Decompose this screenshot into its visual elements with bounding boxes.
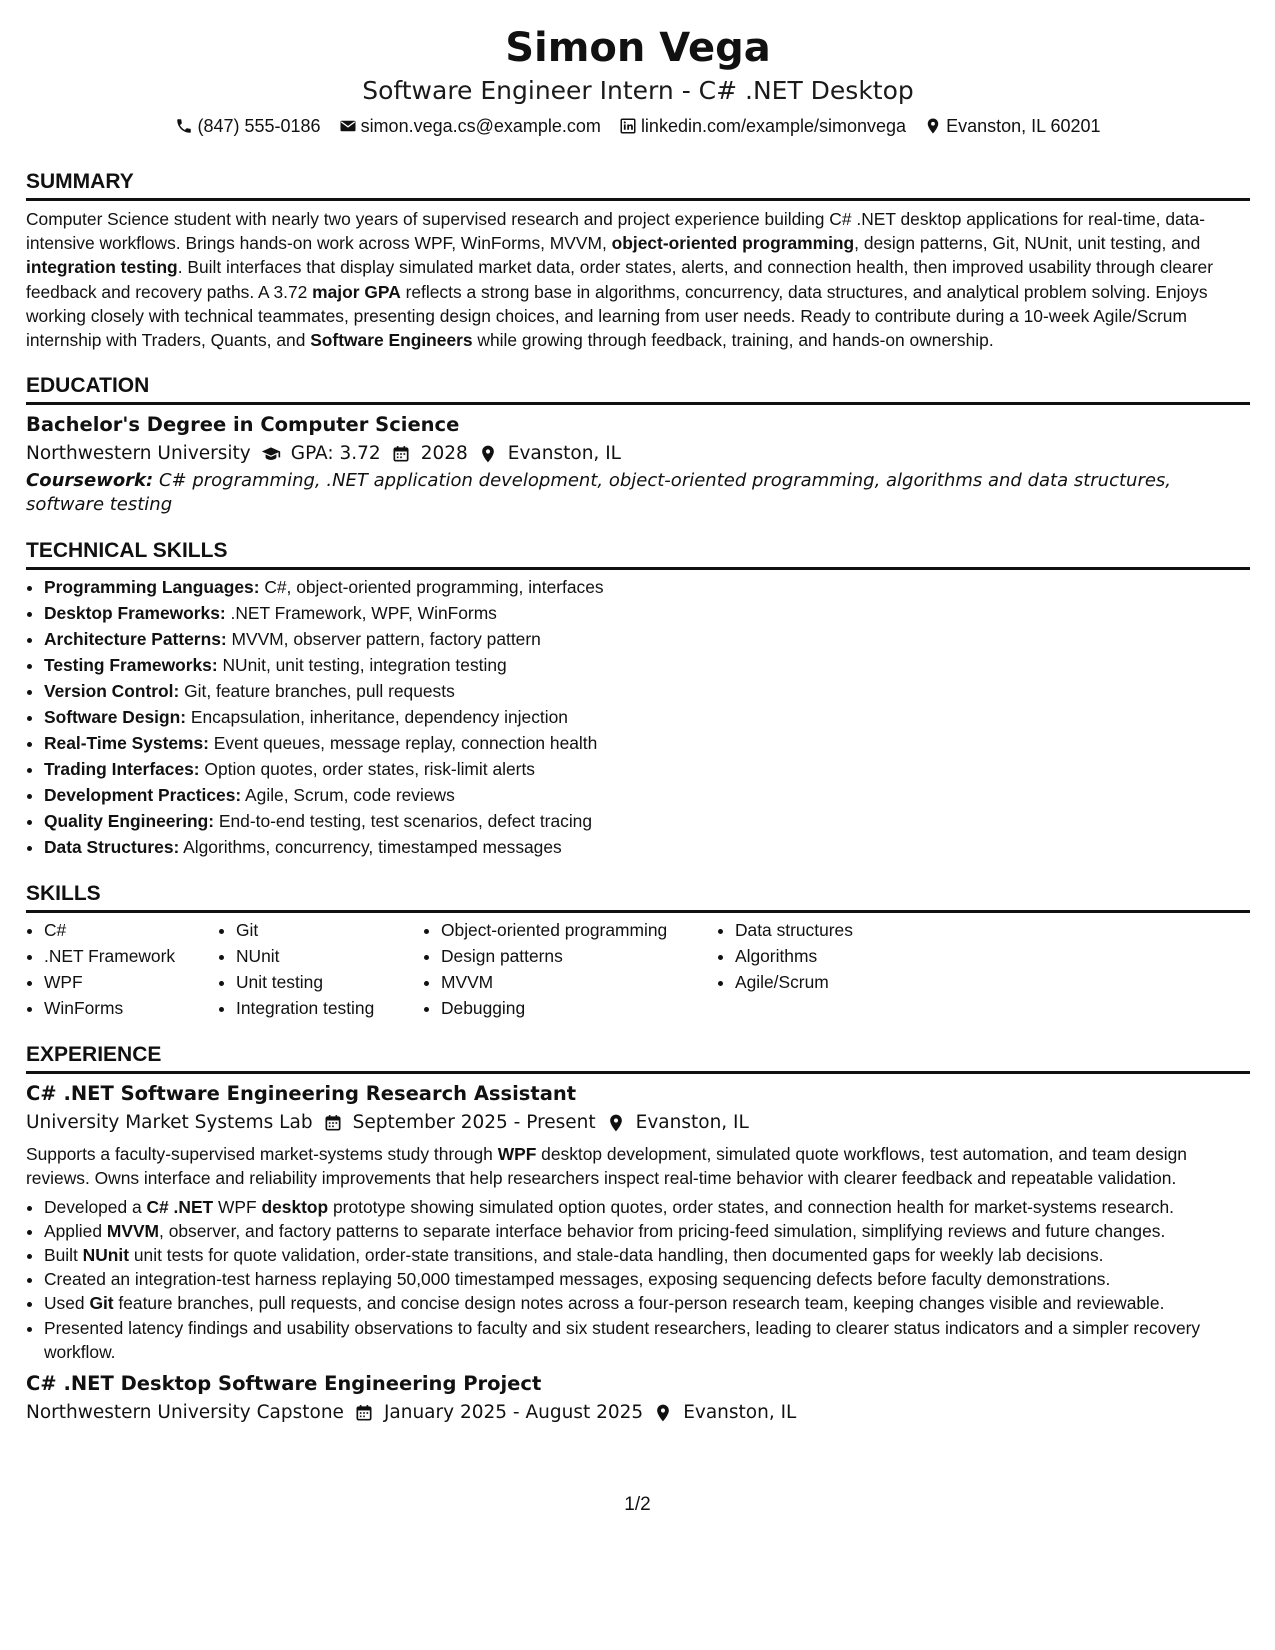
technical-skill-item [44,626,1250,652]
technical-skill-item [44,652,1250,678]
technical-skill-item [44,704,1250,730]
technical-skills-list [26,574,1250,860]
gpa-text: GPA: 3.72 [290,443,381,465]
skill-item: • Agile/Scrum [735,969,935,995]
coursework-list: C# programming, .NET application development, object-oriented programming, algorithms and data structures, software testing [26,470,1172,516]
text-run: Used [44,1293,90,1314]
skill-values: MVVM, observer pattern, factory pattern [226,629,541,650]
skill-category: Architecture Patterns: [44,629,227,650]
coursework [26,469,1250,517]
job-intro [26,1142,1250,1190]
technical-skill-item [44,600,1250,626]
summary-text [26,207,1250,352]
emphasis-text: object-oriented programming [611,233,855,254]
graduation-cap-icon [261,444,281,464]
location-pin-icon [924,117,942,135]
school-name: Northwestern University [26,443,251,465]
skill-category: Data Structures: [44,837,180,858]
job-bullet [44,1243,1250,1267]
emphasis-text: WPF [497,1144,537,1165]
job-entry [26,1080,1250,1364]
job-bullet [44,1291,1250,1315]
calendar-icon [391,444,411,464]
skill-category: Version Control: [44,681,180,702]
skill-item: • WPF [44,969,218,995]
page-number: 1/2 [624,1494,651,1515]
skills-heading: SKILLS [26,880,1250,913]
skill-values: C#, object-oriented programming, interfaces [259,577,604,598]
skill-values: Algorithms, concurrency, timestamped messages [179,837,562,858]
skill-category: Programming Languages: [44,577,260,598]
skill-category: Quality Engineering: [44,811,215,832]
contact-email[interactable] [339,112,601,140]
text-run: Developed a [44,1196,147,1217]
education-section [26,372,1250,517]
skill-item: • Debugging [441,995,717,1021]
experience-heading: EXPERIENCE [26,1041,1250,1074]
experience-section [26,1041,1250,1428]
skill-item: • WinForms [44,995,218,1021]
technical-skill-item [44,678,1250,704]
job-meta [26,1108,1250,1138]
technical-skills-heading: TECHNICAL SKILLS [26,537,1250,570]
technical-skill-item [44,782,1250,808]
location-pin-icon [606,1113,626,1133]
phone-text: (847) 555-0186 [197,116,321,136]
education-heading: EDUCATION [26,372,1250,405]
emphasis-text: MVVM [106,1220,160,1241]
resume-header [26,22,1250,140]
skills-grid [26,917,1250,1021]
job-org: Northwestern University Capstone [26,1402,344,1424]
job-location: Evanston, IL [683,1402,797,1424]
skills-column [423,917,717,1021]
job-org: University Market Systems Lab [26,1112,313,1134]
text-run: Applied [44,1220,107,1241]
graduation-year: 2028 [420,443,468,465]
contact-phone[interactable] [175,112,320,140]
email-text: simon.vega.cs@example.com [360,116,601,136]
emphasis-text: major GPA [312,281,401,302]
skill-item: • Git [236,917,423,943]
text-run: Created an integration-test harness replaying 50,000 timestamped messages, exposing sequencing defects before faculty demonstrations. [44,1269,1111,1290]
text-run: , observer, and factory patterns to separate interface behavior from pricing-feed simulation, simplifying reviews and future changes. [159,1220,1166,1241]
text-run: desktop development, simulated quote workflows, test automation, and team design reviews. Owns interface and reliability improvements that help researchers inspect real-time behavior with clearer feedback and repeatable validation. [26,1144,1187,1189]
text-run: Supports a faculty-supervised market-systems study through [26,1144,498,1165]
text-run: prototype showing simulated option quotes, order states, and connection health for market-systems research. [328,1196,1174,1217]
technical-skill-item [44,756,1250,782]
text-run: Built [44,1245,83,1266]
skill-item: • Design patterns [441,943,717,969]
text-run: , design patterns, Git, NUnit, unit testing, and [854,233,1201,254]
candidate-name: Simon Vega [505,25,771,71]
skill-values: Git, feature branches, pull requests [179,681,455,702]
skill-item: • Unit testing [236,969,423,995]
contact-bar [26,112,1250,140]
coursework-label: Coursework: [26,470,154,492]
technical-skill-item [44,730,1250,756]
skill-values: Agile, Scrum, code reviews [241,785,455,806]
emphasis-text: Git [89,1293,114,1314]
skills-section [26,880,1250,1021]
technical-skill-item [44,808,1250,834]
education-meta [26,439,1250,469]
skill-category: Software Design: [44,707,187,728]
calendar-icon [323,1113,343,1133]
summary-heading: SUMMARY [26,168,1250,201]
skill-values: Option quotes, order states, risk-limit alerts [199,759,535,780]
technical-skills-section [26,537,1250,860]
degree-title: Bachelor's Degree in Computer Science [26,413,460,437]
skill-item: • MVVM [441,969,717,995]
skill-values: NUnit, unit testing, integration testing [217,655,507,676]
skills-column [218,917,423,1021]
job-title: C# .NET Software Engineering Research Assistant [26,1082,577,1106]
contact-linkedin[interactable] [619,112,906,140]
skills-column [717,917,935,1021]
skill-category: Real-Time Systems: [44,733,209,754]
emphasis-text: desktop [261,1196,329,1217]
job-entry [26,1370,1250,1428]
job-bullet [44,1316,1250,1364]
skill-item: • Data structures [735,917,935,943]
skills-column [26,917,218,1021]
job-bullet [44,1219,1250,1243]
text-run: Computer Science student with nearly two years of supervised research and project experience building C# .NET desktop applications for real-time, data-intensive workflows. Brings hands-on work across WPF, WinForms, MVVM, [26,209,1205,254]
skill-item: • Object-oriented programming [441,917,717,943]
envelope-icon [339,117,357,135]
location-text: Evanston, IL 60201 [946,116,1101,136]
skill-values: End-to-end testing, test scenarios, defect tracing [214,811,593,832]
job-title: C# .NET Desktop Software Engineering Project [26,1372,542,1396]
linkedin-icon [619,117,637,135]
skill-item: • Algorithms [735,943,935,969]
skill-values: Encapsulation, inheritance, dependency injection [186,707,568,728]
skill-category: Development Practices: [44,785,242,806]
calendar-icon [354,1403,374,1423]
emphasis-text: NUnit [82,1245,130,1266]
skill-item: • .NET Framework [44,943,218,969]
technical-skill-item [44,834,1250,860]
text-run: WPF [213,1196,262,1217]
job-meta [26,1398,1250,1428]
job-bullets [26,1195,1250,1364]
linkedin-text: linkedin.com/example/simonvega [640,116,907,136]
text-run: reflects a strong base in algorithms, concurrency, data structures, and analytical problem solving. Enjoys working closely with technical teammates, presenting design choices, and learning from user needs. Ready to contribute during a 10-week Agile/Scrum internship with Traders, Quants, and [26,281,1208,351]
skill-category: Trading Interfaces: [44,759,200,780]
skill-item: • NUnit [236,943,423,969]
job-bullet [44,1195,1250,1219]
job-dates: January 2025 - August 2025 [383,1402,644,1424]
skill-values: Event queues, message replay, connection health [208,733,598,754]
text-run: . Built interfaces that display simulated market data, order states, alerts, and connection health, then improved usability through clearer feedback and recovery paths. A 3.72 [26,257,1213,302]
phone-icon [175,117,193,135]
emphasis-text: integration testing [26,257,178,278]
job-dates: September 2025 - Present [352,1112,596,1134]
job-bullet [44,1267,1250,1291]
text-run: while growing through feedback, training, and hands-on ownership. [472,330,994,351]
candidate-title: Software Engineer Intern - C# .NET Desktop [362,76,914,105]
contact-location [924,112,1100,140]
text-run: Presented latency findings and usability observations to faculty and six student researchers, leading to clearer status indicators and a simpler recovery workflow. [44,1317,1201,1362]
skill-category: Desktop Frameworks: [44,603,226,624]
skill-item: • C# [44,917,218,943]
location-pin-icon [478,444,498,464]
skill-item: • Integration testing [236,995,423,1021]
education-location: Evanston, IL [507,443,621,465]
emphasis-text: Software Engineers [310,330,473,351]
skill-category: Testing Frameworks: [44,655,218,676]
text-run: unit tests for quote validation, order-state transitions, and stale-data handling, then documented gaps for weekly lab decisions. [129,1245,1104,1266]
technical-skill-item [44,574,1250,600]
resume-page [26,22,1250,1428]
job-location: Evanston, IL [635,1112,749,1134]
skill-values: .NET Framework, WPF, WinForms [225,603,497,624]
summary-section [26,168,1250,352]
location-pin-icon [653,1403,673,1423]
text-run: feature branches, pull requests, and concise design notes across a four-person research team, keeping changes visible and reviewable. [113,1293,1165,1314]
emphasis-text: C# .NET [146,1196,214,1217]
